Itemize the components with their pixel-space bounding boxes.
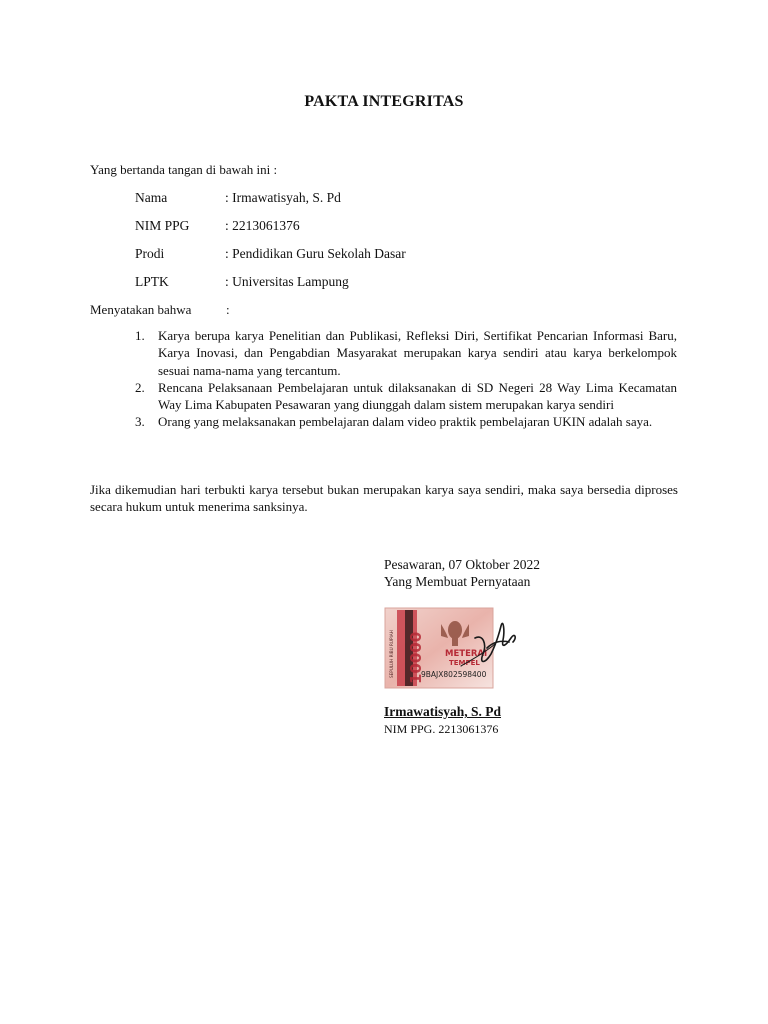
closing-paragraph: Jika dikemudian hari terbukti karya tersebut bukan merupakan karya saya sendiri, maka saya bersedia diproses secara hukum untuk menerima sanksinya. xyxy=(90,482,678,514)
list-text: Karya berupa karya Penelitian dan Publikasi, Refleksi Diri, Sertifikat Pencarian Informasi Baru, Karya Inovasi, dan Pengabdian Masyarakat merupakan karya sendiri atau karya berkelompok sesuai nama-nama yang tercantum. xyxy=(158,328,677,378)
field-row-nim xyxy=(135,218,300,234)
list-item xyxy=(135,327,677,379)
list-text: Orang yang melaksanakan pembelajaran dalam video praktik pembelajaran UKIN adalah saya. xyxy=(158,414,653,430)
field-value: : Universitas Lampung xyxy=(225,274,349,289)
stamp-value: 10000 xyxy=(407,631,425,684)
stamp-subtitle: TEMPEL xyxy=(449,659,480,667)
signature-block-header xyxy=(384,556,540,590)
stamp-serial: 9BAJX802598400 xyxy=(421,670,487,679)
list-text: Rencana Pelaksanaan Pembelajaran untuk dilaksanakan di SD Negeri 28 Way Lima Kecamatan Way Lima Kabupaten Pesawaran yang diunggah dalam sistem merupakan karya sendiri xyxy=(158,379,677,413)
maker-label: Yang Membuat Pernyataan xyxy=(384,574,531,589)
signer-nim: NIM PPG. 2213061376 xyxy=(384,722,499,736)
statement-label: Menyatakan bahwa xyxy=(90,302,192,317)
stamp-title: METERAI xyxy=(445,649,488,659)
meterai-stamp-with-signature xyxy=(383,604,523,690)
field-value: : 2213061376 xyxy=(225,218,300,233)
field-label: LPTK xyxy=(135,274,169,289)
document-title: PAKTA INTEGRITAS xyxy=(304,93,464,110)
field-row-prodi xyxy=(135,246,406,262)
field-row-lptk xyxy=(135,274,349,290)
list-item xyxy=(135,413,677,430)
list-number: 2. xyxy=(135,379,145,395)
field-row-nama xyxy=(135,190,341,206)
statement-list xyxy=(135,327,677,431)
stamp-vertical-text: SEPULUH RIBU RUPIAH xyxy=(389,630,394,678)
field-label: Nama xyxy=(135,190,168,205)
field-value: : Irmawatisyah, S. Pd xyxy=(225,190,341,205)
place-date: Pesawaran, 07 Oktober 2022 xyxy=(384,557,540,572)
field-label: Prodi xyxy=(135,246,165,261)
list-number: 3. xyxy=(135,414,145,430)
field-value: : Pendidikan Guru Sekolah Dasar xyxy=(225,246,406,261)
intro-text: Yang bertanda tangan di bawah ini : xyxy=(90,162,278,177)
field-label: NIM PPG xyxy=(135,218,190,233)
statement-line xyxy=(90,301,230,318)
signer-name: Irmawatisyah, S. Pd xyxy=(384,704,502,719)
list-item xyxy=(135,379,677,414)
statement-colon: : xyxy=(226,302,230,317)
list-number: 1. xyxy=(135,328,145,343)
